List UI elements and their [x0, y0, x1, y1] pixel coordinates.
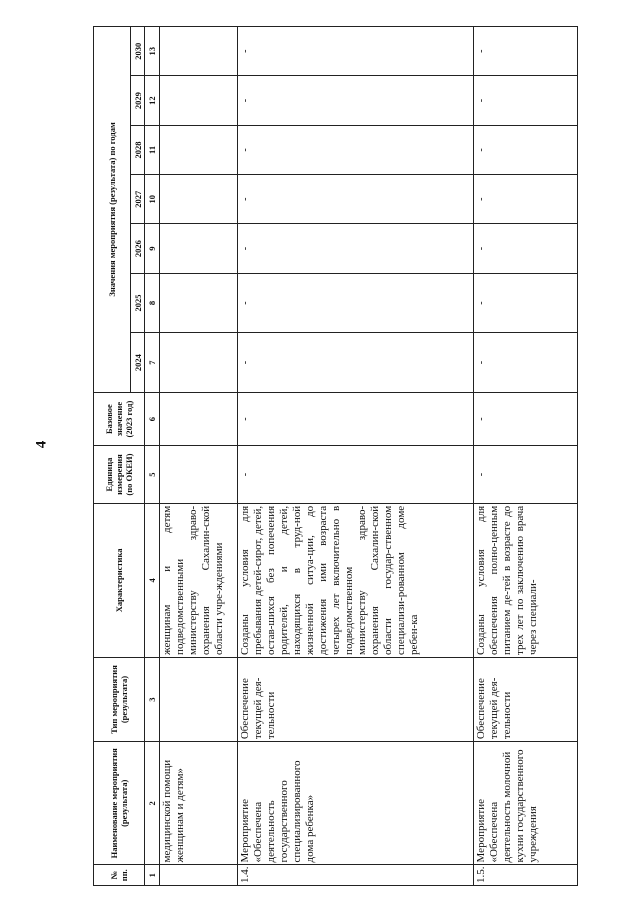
header-year: 2027 — [131, 175, 145, 224]
row-value: - — [474, 27, 578, 76]
row-name: медицинской помощи женщинам и детям» — [160, 742, 238, 865]
row-value: - — [238, 273, 474, 333]
row-base — [160, 392, 238, 445]
row-characteristic: женщинам и детям подведомственными министерству здраво-охранения Сахалин-ской области учре-ждениями — [160, 503, 238, 657]
header-unit: Единица измерения (по ОКЕИ) — [94, 446, 145, 504]
row-characteristic: Созданы условия для обеспечения полно-ценным питанием де-тей в возрасте до трех лет по заключению врача через специали- — [474, 503, 578, 657]
row-value: - — [474, 125, 578, 174]
header-values-group: Значения мероприятия (результата) по годам — [94, 27, 131, 393]
row-value: - — [474, 333, 578, 393]
row-value — [160, 175, 238, 224]
col-number: 1 — [145, 865, 160, 886]
table-row — [474, 27, 578, 886]
col-number: 10 — [145, 175, 160, 224]
row-number — [160, 865, 238, 886]
row-base: - — [474, 392, 578, 445]
col-number: 3 — [145, 657, 160, 741]
row-characteristic: Созданы условия для пребывания детей-сирот, детей, остав-шихся без попечения родителей, и детей, находящихся в труд-ной жизненной ситуа-ции, до достижения ими возраста четырех лет включительно в подведомственном министерству здраво-охранения Сахалин-ской области государ-ственном специализи-рованном доме ребен-ка — [238, 503, 474, 657]
row-value — [160, 333, 238, 393]
table-row — [238, 27, 474, 886]
header-year: 2030 — [131, 27, 145, 76]
col-number: 6 — [145, 392, 160, 445]
row-value: - — [238, 333, 474, 393]
row-unit — [160, 446, 238, 504]
row-base: - — [238, 392, 474, 445]
row-value: - — [474, 76, 578, 125]
row-value — [160, 125, 238, 174]
row-type — [160, 657, 238, 741]
header-no: № пп. — [94, 865, 145, 886]
row-value: - — [238, 224, 474, 273]
table-row — [160, 27, 238, 886]
row-value — [160, 224, 238, 273]
events-table — [93, 26, 578, 886]
row-value: - — [474, 224, 578, 273]
row-value: - — [474, 273, 578, 333]
row-value — [160, 273, 238, 333]
col-number: 8 — [145, 273, 160, 333]
row-value: - — [238, 76, 474, 125]
row-value: - — [474, 175, 578, 224]
col-number: 5 — [145, 446, 160, 504]
row-type: Обеспечение текущей дея-тельности — [238, 657, 474, 741]
row-unit: - — [474, 446, 578, 504]
col-number: 9 — [145, 224, 160, 273]
header-type: Тип мероприятия (результата) — [94, 657, 145, 741]
row-number: 1.5. — [474, 865, 578, 886]
header-base: Базовое значение (2023 год) — [94, 392, 145, 445]
row-unit: - — [238, 446, 474, 504]
header-characteristic: Характеристика — [94, 503, 145, 657]
col-number: 4 — [145, 503, 160, 657]
row-value — [160, 27, 238, 76]
row-name: Мероприятие «Обеспечена деятельность государственного специализированного дома ребенка» — [238, 742, 474, 865]
column-number-row — [145, 27, 160, 886]
header-year: 2028 — [131, 125, 145, 174]
col-number: 7 — [145, 333, 160, 393]
header-name: Наименование мероприятия (результата) — [94, 742, 145, 865]
row-value — [160, 76, 238, 125]
col-number: 11 — [145, 125, 160, 174]
row-type: Обеспечение текущей дея-тельности — [474, 657, 578, 741]
page-number: 4 — [33, 440, 50, 449]
row-number: 1.4. — [238, 865, 474, 886]
col-number: 12 — [145, 76, 160, 125]
row-value: - — [238, 175, 474, 224]
header-year: 2025 — [131, 273, 145, 333]
row-name: Мероприятие «Обеспечена деятельность молочной кухни государственного учреждения — [474, 742, 578, 865]
header-year: 2024 — [131, 333, 145, 393]
header-year: 2029 — [131, 76, 145, 125]
col-number: 13 — [145, 27, 160, 76]
rotated-page — [93, 26, 613, 886]
col-number: 2 — [145, 742, 160, 865]
row-value: - — [238, 27, 474, 76]
row-value: - — [238, 125, 474, 174]
header-year: 2026 — [131, 224, 145, 273]
